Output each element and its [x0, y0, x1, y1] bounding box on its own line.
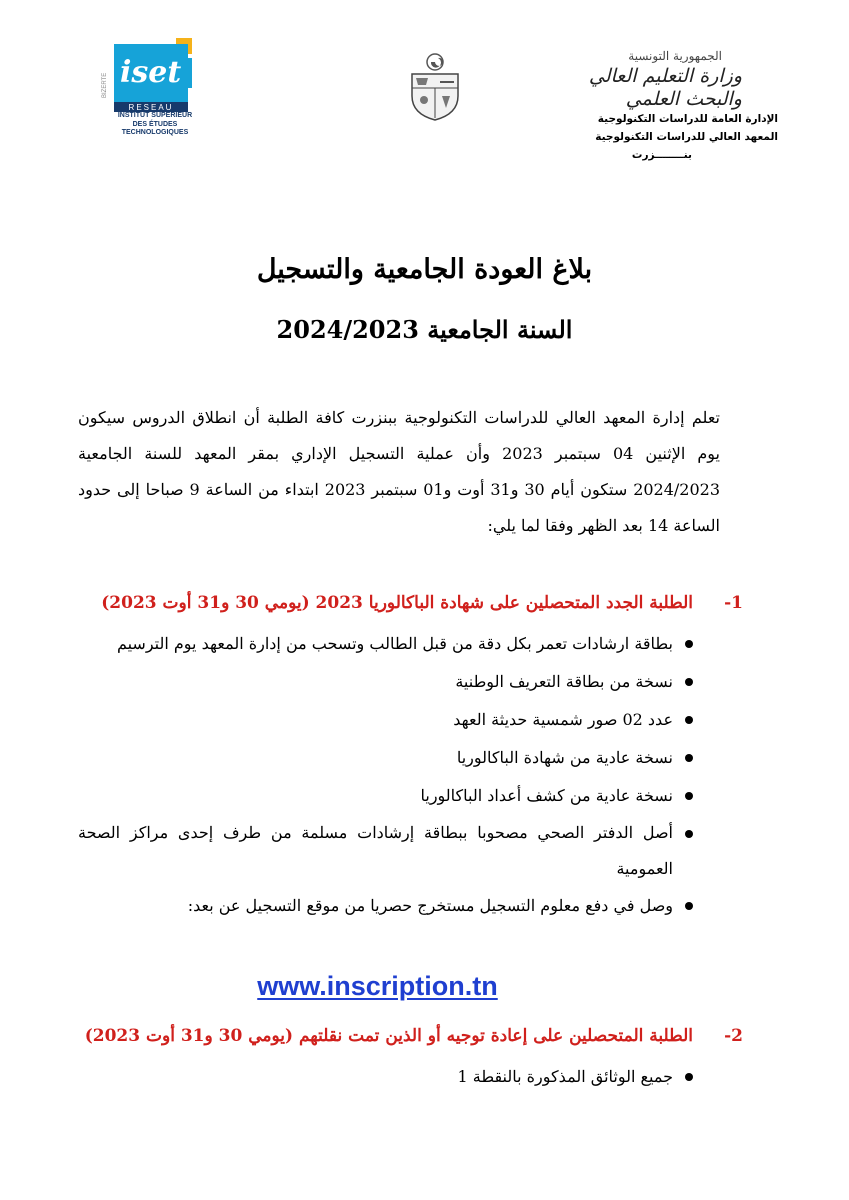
section-number: 1- — [724, 593, 743, 613]
ministry-name-line1: وزارة التعليم العالي — [588, 65, 742, 87]
list-item: نسخة عادية من كشف أعداد الباكالوريا — [78, 777, 743, 815]
bullet-icon — [685, 830, 693, 838]
required-documents-list — [78, 1058, 743, 1096]
iset-logo-icon — [98, 38, 198, 114]
page-title: بلاغ العودة الجامعية والتسجيل — [256, 254, 593, 285]
general-direction-label: الإدارة العامة للدراسات التكنولوجية — [597, 113, 778, 125]
bullet-icon — [685, 716, 693, 724]
svg-text:BIZERTE: BIZERTE — [102, 72, 108, 98]
bullet-icon — [685, 754, 693, 762]
list-item: أصل الدفتر الصحي مصحوبا ببطاقة إرشادات مسلمة من طرف إحدى مراكز الصحة العمومية — [78, 815, 743, 887]
section-reoriented-students — [78, 1018, 743, 1096]
academic-year-subtitle: السنة الجامعية 2024/2023 — [276, 315, 573, 344]
bullet-icon — [685, 640, 693, 648]
bullet-icon — [685, 1073, 693, 1081]
bullet-icon — [685, 678, 693, 686]
list-item: عدد 02 صور شمسية حديثة العهد — [78, 701, 743, 739]
svg-text:iset: iset — [120, 55, 182, 90]
iset-network-label: RESEAU — [128, 103, 174, 112]
list-item: نسخة من بطاقة التعريف الوطنية — [78, 663, 743, 701]
ministry-name-line2: والبحث العلمي — [625, 88, 742, 110]
iset-logo — [98, 38, 198, 148]
list-item: نسخة عادية من شهادة الباكالوريا — [78, 739, 743, 777]
section-heading-text: الطلبة الجدد المتحصلين على شهادة الباكالوريا 2023 (يومي 30 و31 أوت 2023) — [101, 593, 693, 613]
ministry-header — [542, 48, 778, 164]
institute-label: المعهد العالي للدراسات التكنولوجية — [595, 131, 778, 143]
section-heading — [78, 1018, 743, 1054]
section-heading-text: الطلبة المتحصلين على إعادة توجيه أو الذين تمت نقلتهم (يومي 30 و31 أوت 2023) — [84, 1026, 693, 1046]
city-label: بنــــــــزرت — [631, 149, 692, 161]
section-number: 2- — [724, 1026, 743, 1046]
bullet-icon — [685, 902, 693, 910]
section-heading — [78, 585, 743, 621]
list-item: بطاقة ارشادات تعمر بكل دقة من قبل الطالب وتسحب من إدارة المعهد يوم الترسيم — [78, 625, 743, 663]
iset-logo-caption: INSTITUT SUPÉRIEUR DES ÉTUDES TECHNOLOGIQUES — [117, 112, 193, 136]
required-documents-list — [78, 625, 743, 925]
section-new-students — [78, 585, 743, 925]
list-item: وصل في دفع معلوم التسجيل مستخرج حصريا من موقع التسجيل عن بعد: — [78, 887, 743, 925]
registration-website-link[interactable]: www.inscription.tn — [257, 971, 498, 1001]
republic-label: الجمهورية التونسية — [628, 49, 722, 63]
bullet-icon — [685, 792, 693, 800]
tunisia-coat-of-arms-icon — [406, 52, 464, 122]
intro-paragraph: تعلم إدارة المعهد العالي للدراسات التكنولوجية ببنزرت كافة الطلبة أن انطلاق الدروس سيكون يوم الإثنين 04 سبتمبر 2023 وأن عملية التسجيل الإداري بمقر المعهد للسنة الجامعية 2024/2023 ستكون أيام 30 و31 أوت و01 سبتمبر 2023 ابتداء من الساعة 9 صباحا إلى حدود الساعة 14 بعد الظهر وفقا لما يلي: — [78, 408, 721, 535]
list-item: جميع الوثائق المذكورة بالنقطة 1 — [78, 1058, 743, 1096]
